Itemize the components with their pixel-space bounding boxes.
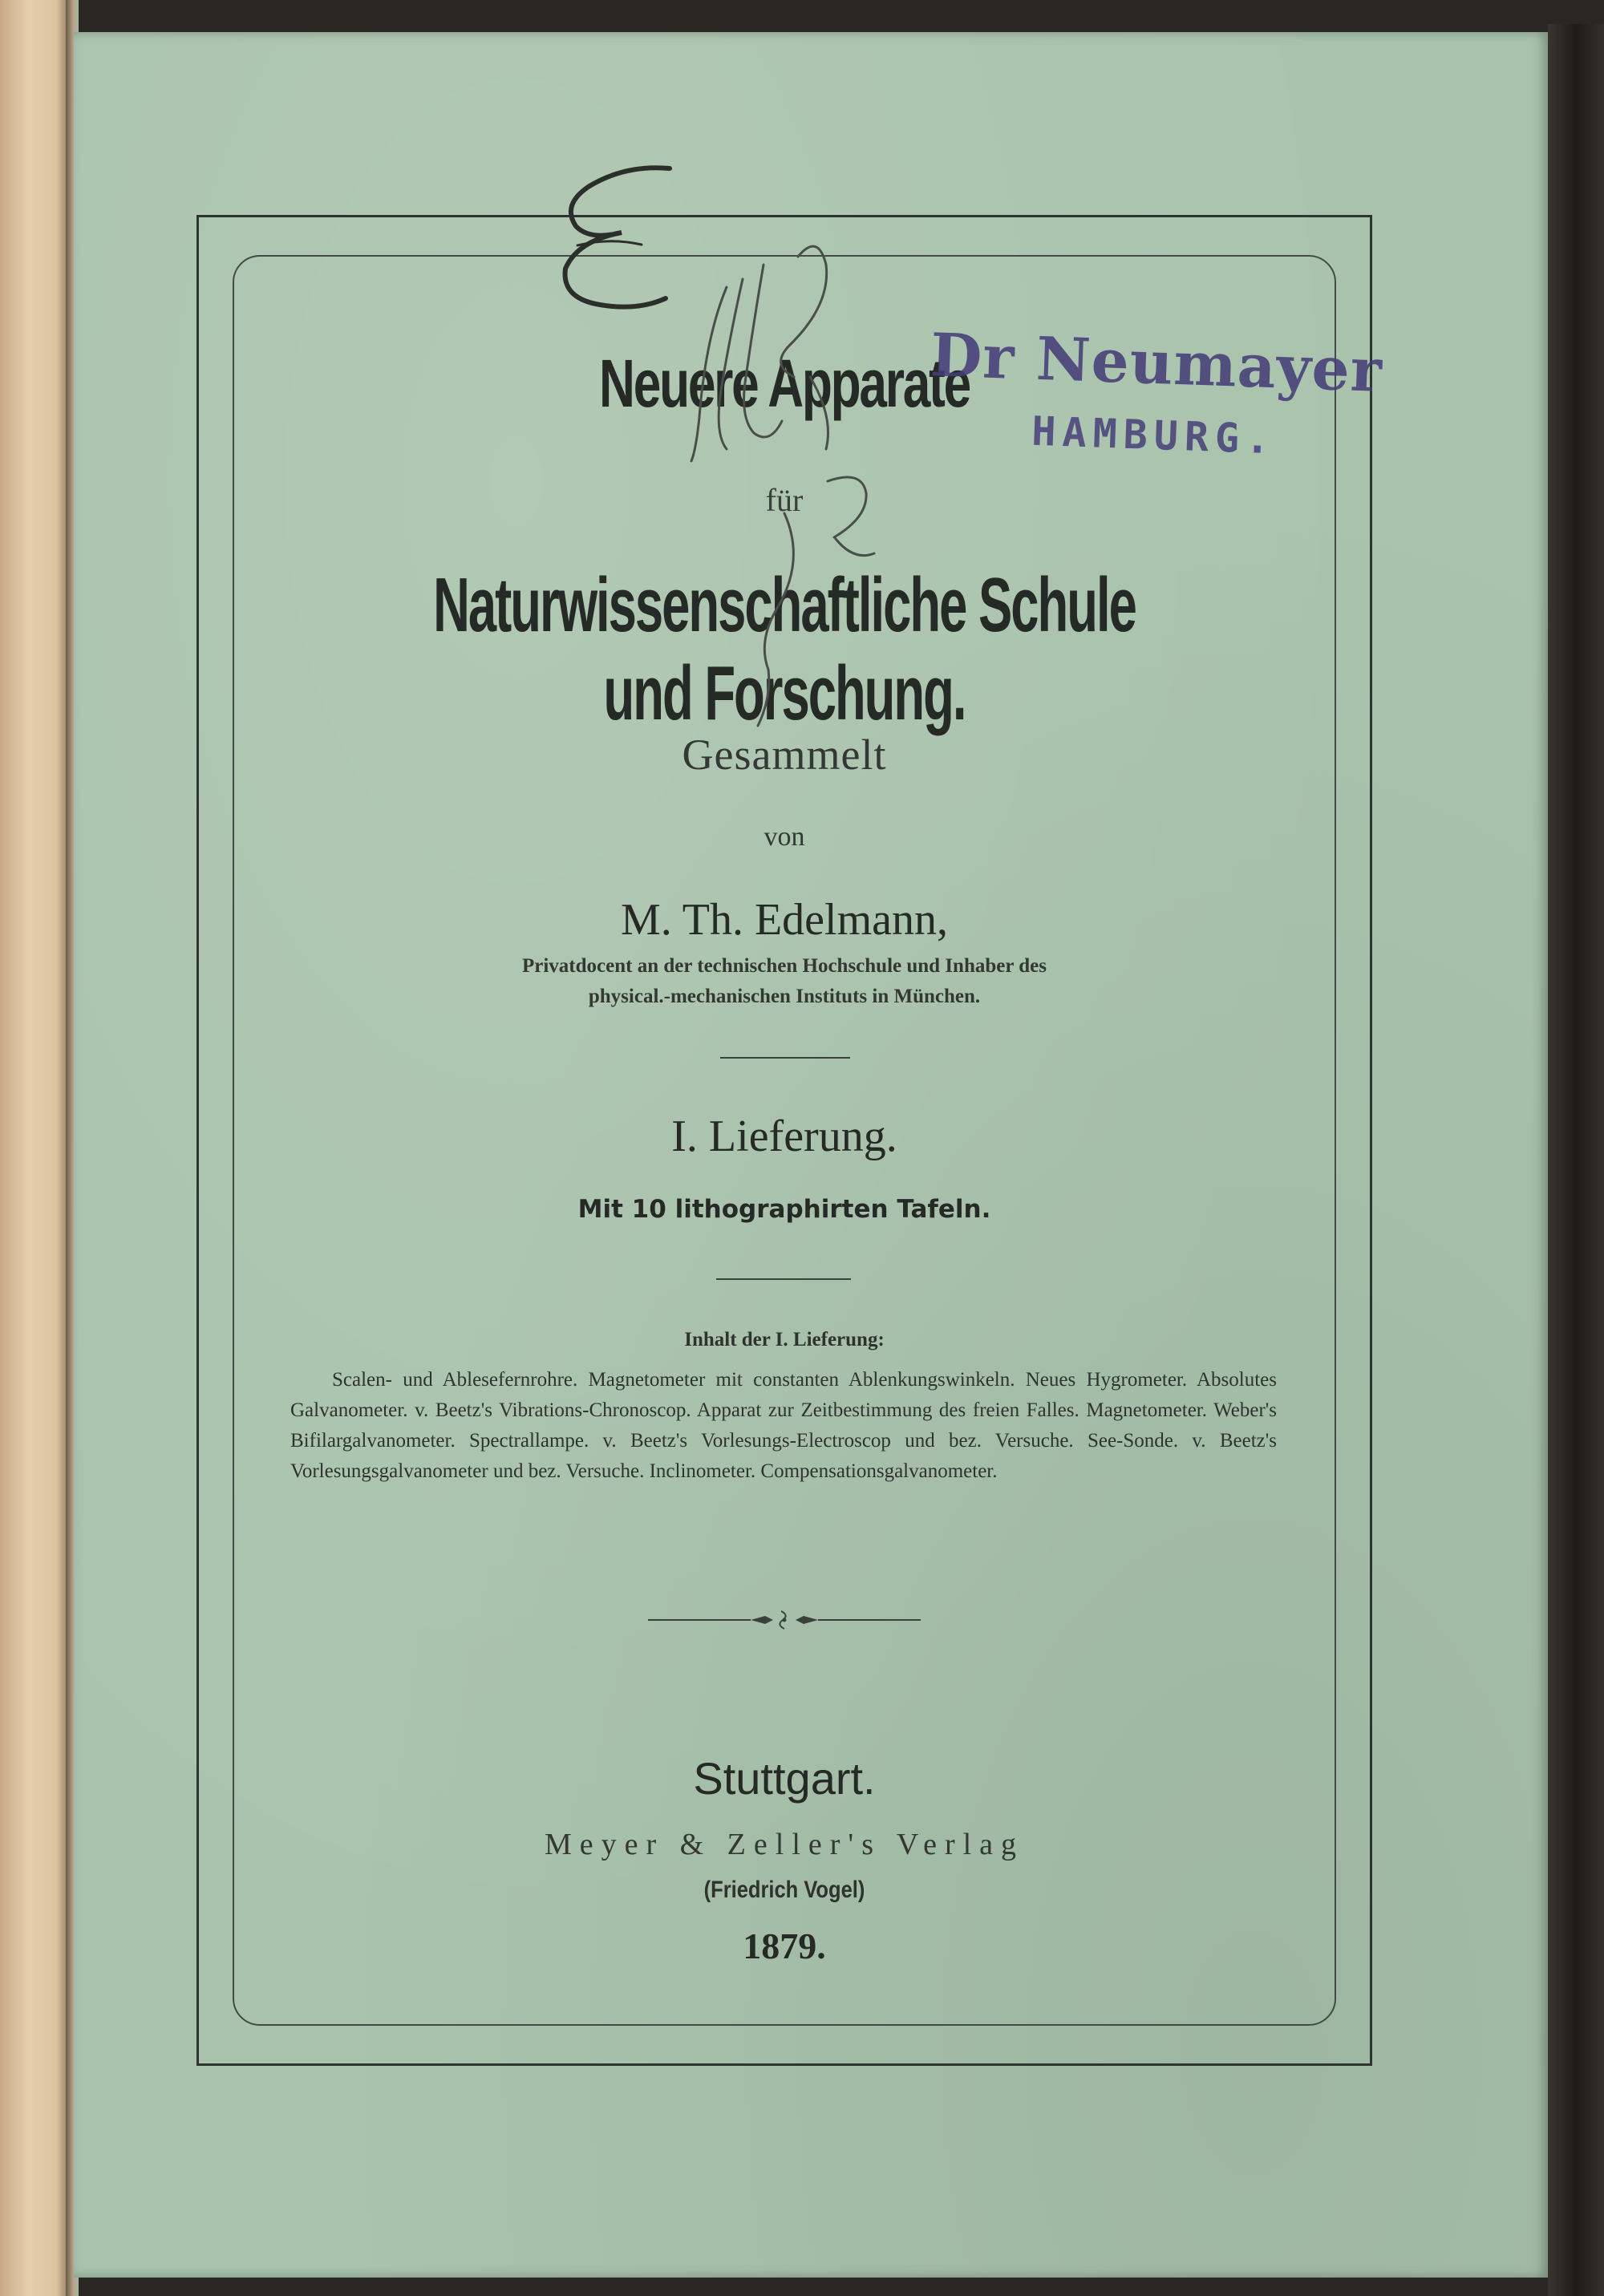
divider-rule-1	[720, 1057, 850, 1059]
affiliation-line-1: Privatdocent an der technischen Hochschule und Inhaber des	[521, 955, 1047, 977]
author-name: M. Th. Edelmann,	[620, 895, 949, 945]
issue-part: I. Lieferung.	[671, 1112, 897, 1161]
issue-plates: Mit 10 lithographirten Tafeln.	[577, 1195, 991, 1224]
title-line-2: Naturwissenschaftliche Schule und Forschung.	[433, 562, 1136, 736]
by-label: von	[764, 822, 805, 852]
publication-city: Stuttgart.	[693, 1753, 876, 1804]
title-connector: für	[765, 482, 804, 518]
affiliation-line-2: physical.-mechanischen Instituts in München.	[588, 986, 981, 1007]
stamp-owner: Dr Neumayer	[929, 321, 1384, 406]
contents-text: Scalen- und Ablesefernrohre. Magnetometer mit constanten Ablenkungswinkeln. Neues Hygrometer. Absolutes Galvanometer. v. Beetz's Vibrations-Chronoscop. Apparat zur Zeitbestimmung des freien Falles. Magnetometer. Weber's Bifilargalvanometer. Spectrallampe. v. Beetz's Vorlesungs-Electroscop und bez. Versuche. See-Sonde. v. Beetz's Vorlesungsgalvanometer und bez. Versuche. Inclinometer. Compensationsgalvanometer.	[290, 1369, 1277, 1482]
publisher-name: Meyer & Zeller's Verlag	[544, 1828, 1025, 1861]
printer-name: (Friedrich Vogel)	[703, 1877, 865, 1903]
divider-rule-2	[716, 1278, 851, 1280]
book-board-edge	[1548, 24, 1604, 2296]
collected-label: Gesammelt	[682, 731, 887, 779]
previous-page-edge	[0, 0, 71, 2296]
contents-heading: Inhalt der I. Lieferung:	[684, 1329, 885, 1350]
library-stamp	[904, 320, 1407, 498]
author-affiliation	[196, 951, 1372, 1012]
stamp-city: HAMBURG.	[1031, 407, 1278, 464]
publication-year: 1879.	[743, 1925, 826, 1966]
ornament-divider	[648, 1604, 921, 1636]
title-line-1: Neuere Apparate	[599, 346, 970, 421]
